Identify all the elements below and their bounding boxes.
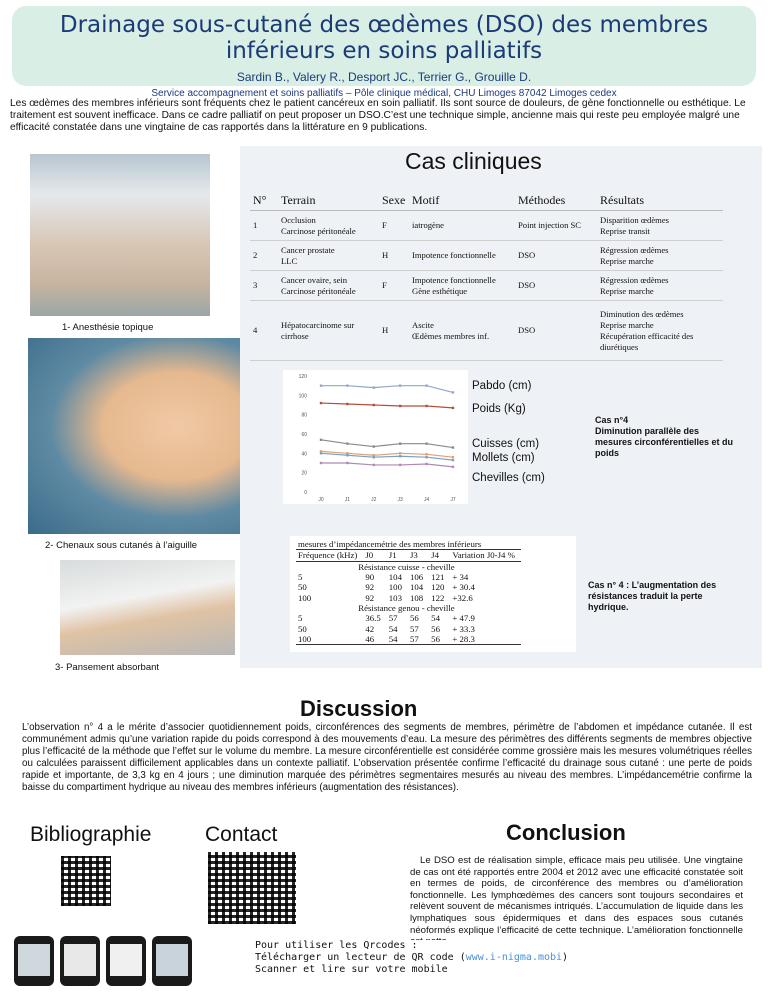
impedance-cell: J3 xyxy=(408,550,429,561)
impedance-cell: 36.5 xyxy=(365,613,381,624)
case-cell-methode xyxy=(515,211,597,241)
impedance-cell: + 34 xyxy=(452,572,469,583)
note-impedance: Cas n° 4 : L’augmentation des résistances traduit la perte hydrique. xyxy=(588,580,717,612)
impedance-cell: 54 xyxy=(388,623,398,634)
impedance-cell: 100 xyxy=(296,634,363,645)
impedance-cell: 56 xyxy=(409,613,419,624)
data-point xyxy=(373,456,375,458)
case-cell-line: Reprise marche xyxy=(600,255,654,266)
introduction-text: Les œdèmes des membres inférieurs sont fréquents chez le patient cancéreux en soin palliatif. Ils sont source de douleurs, de gène fonctionnelle ou esthétique. Le traitement est souvent inefficace. Dans ce cadre palliatif on peut proposer un DSO.C’est une technique simple, ancienne mais qui reste peu employée malgré une efficacité constatée dans une vingtaine de cas rapportés dans la littérature en 9 publications. xyxy=(10,98,746,133)
impedance-cell: 5 xyxy=(298,572,303,583)
data-point xyxy=(399,455,401,457)
contact-title: Contact xyxy=(205,823,278,846)
phone-image xyxy=(14,936,54,986)
case-cell-sexe xyxy=(379,241,409,271)
impedance-cell: 57 xyxy=(409,623,419,634)
case-cell-line: Disparition œdèmes xyxy=(600,214,669,225)
case-row xyxy=(250,241,723,271)
impedance-cell: + 33.3 xyxy=(452,623,475,634)
case-cell-line: Reprise transit xyxy=(600,225,650,236)
impedance-cell: 50 xyxy=(298,582,307,593)
case-cell-line: Régression œdèmes xyxy=(600,274,669,285)
case-cell-motif xyxy=(409,301,515,361)
impedance-cell: 121 xyxy=(431,572,445,583)
case-cell-methode xyxy=(515,241,597,271)
case-cell-line: Œdèmes membres inf. xyxy=(412,330,490,341)
impedance-cell: J4 xyxy=(429,550,450,561)
data-point xyxy=(346,454,348,456)
y-tick-label: 40 xyxy=(301,451,307,458)
impedance-row xyxy=(296,613,521,623)
data-point xyxy=(373,464,375,466)
conclusion-text: Le DSO est de réalisation simple, efficace mais peu utilisée. Une vingtaine de cas ont été rapportés entre 2004 et 2012 avec une efficacité constatée soit en termes de poids, de circonférence des membres ou d’amélioration fonctionnelle. Les lymphœdèmes des cancers sont toujours secondaires et relèvent souvent de mécanismes intriqués. L’accumulation de liquide dans les lymphatiques sous épidermiques et dans des espaces sous cutanés néoformés explique l’efficacité de cette technique. L’amélioration fonctionnelle xyxy=(410,855,743,936)
case-cell-sexe xyxy=(379,271,409,301)
case-cell-line: DSO xyxy=(518,280,536,290)
impedance-cell: 104 xyxy=(409,582,424,593)
impedance-cell: Fréquence (kHz) xyxy=(296,550,363,561)
impedance-header-row xyxy=(296,550,521,561)
case-cell-line: Carcinose péritonéale xyxy=(281,285,356,296)
case-cell-line: Récupération efficacité des xyxy=(600,330,694,341)
y-tick-label: 0 xyxy=(304,490,307,496)
data-point xyxy=(373,404,375,406)
poster-title: Drainage sous-cutané des œdèmes (DSO) des membres inférieurs en soins palliatifs xyxy=(59,12,709,64)
case-cell-line: H xyxy=(382,325,389,335)
photo-dressing xyxy=(60,560,235,655)
data-point xyxy=(425,442,427,444)
data-point xyxy=(320,452,322,454)
case-cell-line: Reprise marche xyxy=(600,285,654,296)
case-cell-line: Ascite xyxy=(412,319,434,330)
qr-code-bibliographie[interactable] xyxy=(61,856,111,906)
case-cell-resultats xyxy=(597,211,723,241)
impedance-cell: 5 xyxy=(298,613,303,624)
data-point xyxy=(373,386,375,388)
case-cell-line: Cancer prostate xyxy=(281,244,335,255)
impedance-table xyxy=(296,539,521,645)
data-point xyxy=(346,384,348,386)
impedance-cell: 50 xyxy=(298,623,307,634)
qr-line2-end: ) xyxy=(562,952,569,963)
impedance-cell: 100 xyxy=(298,592,312,603)
data-point xyxy=(452,456,454,458)
impedance-cell: 46 xyxy=(363,634,386,645)
data-point xyxy=(373,445,375,447)
case-cell-methode xyxy=(515,301,597,361)
data-point xyxy=(346,462,348,464)
case-cell-terrain xyxy=(278,271,379,301)
impedance-cell: 54 xyxy=(387,634,408,645)
case-cell-line: LLC xyxy=(281,255,298,266)
case-cell-motif xyxy=(409,211,515,241)
data-point xyxy=(399,452,401,454)
case-cell-line: Cancer ovaire, sein xyxy=(281,274,348,285)
y-tick-label: 60 xyxy=(301,432,307,438)
case-cell-line: F xyxy=(382,280,387,290)
x-tick-label: J7 xyxy=(450,497,456,503)
label-chevilles: Chevilles (cm) xyxy=(472,472,545,484)
series-line xyxy=(321,386,453,393)
impedance-cell: mesures d’impédancemétrie des membres inférieurs xyxy=(296,539,521,550)
case-cell-sexe xyxy=(379,211,409,241)
qr-code-contact[interactable] xyxy=(208,852,296,924)
case-cell-terrain xyxy=(278,301,379,361)
x-tick-label: J2 xyxy=(371,497,377,503)
impedance-cell: 122 xyxy=(431,592,445,603)
data-point xyxy=(452,446,454,448)
qr-line2-text: Télécharger un lecteur de QR code ( xyxy=(255,952,466,963)
measures-chart xyxy=(283,370,468,504)
impedance-cell: + 30.4 xyxy=(452,582,475,593)
case-cell-n xyxy=(250,271,278,301)
impedance-row xyxy=(296,623,521,633)
impedance-cell: 42 xyxy=(365,623,375,634)
impedance-cell: 57 xyxy=(388,613,398,624)
data-point xyxy=(399,384,401,386)
cases-table xyxy=(250,190,723,361)
case-cell-line: 1 xyxy=(253,220,258,230)
data-point xyxy=(425,463,427,465)
data-point xyxy=(399,442,401,444)
impedance-cell: 92 xyxy=(365,582,375,593)
y-tick-label: 20 xyxy=(301,470,307,477)
impedance-cell: 92 xyxy=(365,592,375,603)
qr-line2 xyxy=(255,952,568,964)
case-cell-line: cirrhose xyxy=(281,330,309,341)
phone-image xyxy=(106,936,146,986)
impedance-cell: +32.6 xyxy=(452,592,473,603)
y-tick-label: 100 xyxy=(298,393,307,400)
case-cell-resultats xyxy=(597,301,723,361)
impedance-cell: 100 xyxy=(388,582,402,593)
data-point xyxy=(425,405,427,407)
label-pabdo: Pabdo (cm) xyxy=(472,380,532,392)
series-line xyxy=(321,403,453,408)
col-methodes: Méthodes xyxy=(515,190,597,211)
x-tick-label: J0 xyxy=(318,497,324,503)
case-cell-line: Régression œdèmes xyxy=(600,244,669,255)
impedance-cell: 54 xyxy=(431,613,440,624)
case-cell-terrain xyxy=(278,211,379,241)
case-cell-n xyxy=(250,301,278,361)
case-cell-motif xyxy=(409,241,515,271)
affiliation: Service accompagnement et soins palliatifs – Pôle clinique médical, CHU Limoges 87042 Limoges cedex xyxy=(151,88,617,99)
discussion-title: Discussion xyxy=(300,696,418,721)
impedance-row xyxy=(296,592,521,602)
x-tick-label: J1 xyxy=(344,497,351,503)
case-cell-methode xyxy=(515,271,597,301)
case-cell-line: Diminution des œdèmes xyxy=(600,308,684,319)
y-tick-label: 80 xyxy=(301,412,307,419)
impedance-cell: 57 xyxy=(408,634,429,645)
case-cell-resultats xyxy=(597,241,723,271)
impedance-cell: 108 xyxy=(409,592,424,603)
col-n: N° xyxy=(250,190,278,211)
impedance-row xyxy=(296,572,521,582)
impedance-cell: 56 xyxy=(429,634,450,645)
label-poids: Poids (Kg) xyxy=(472,403,526,415)
case-cell-line: Occlusion xyxy=(281,214,316,225)
case-cell-line: 3 xyxy=(253,280,258,290)
cases-title: Cas cliniques xyxy=(405,148,542,174)
conclusion-title: Conclusion xyxy=(506,820,626,845)
discussion-text: L’observation n° 4 a le mérite d’associer quotidiennement poids, circonférences des segments de membres, périmètre de l’abdomen et impédance cutanée. Il est communément admis qu’une variation rapide du poids correspond à des mouvements d’eau. La mesure des périmètres des différents segments de membres objective plus l’efficacité de la méthode que l’effet sur le volume du membre. La mesure circonférentielle est considérée comme grossière mais les mesures volumétriques réelles ou calculées paraissent difficilement applicables dans un contexte palliatif. L’observation présentée confirme l’efficacité du drainage sous cutané : une perte de poids rapide et importante, de 3,3 kg en 4 jours ; une diminution marquée des périmètres segmentaires mesurés au niveau des membres. L’impédancemétrie confirme la baisse du compartiment hydrique au niveau des membres inférieurs (augmentation des résistances). xyxy=(22,722,752,793)
qr-line3: Scanner et lire sur votre mobile xyxy=(255,964,448,975)
data-point xyxy=(452,466,454,468)
impedance-cell: 120 xyxy=(431,582,445,593)
data-point xyxy=(320,402,322,404)
impedance-row xyxy=(296,582,521,592)
chart-svg xyxy=(283,370,468,504)
data-point xyxy=(452,391,454,393)
case-cell-n xyxy=(250,241,278,271)
case-cell-line: DSO xyxy=(518,250,536,260)
case-row xyxy=(250,271,723,301)
x-tick-label: J3 xyxy=(397,497,403,503)
data-point xyxy=(320,439,322,441)
cases-header-row xyxy=(250,190,723,211)
impedance-cell: Résistance genou - cheville xyxy=(358,602,455,613)
case-cell-line: 2 xyxy=(253,250,258,260)
impedance-cell: 104 xyxy=(388,572,402,583)
data-point xyxy=(399,464,401,466)
data-point xyxy=(346,403,348,405)
case-cell-line: Hépatocarcinome sur xyxy=(281,319,355,330)
caption-photo3: 3- Pansement absorbant xyxy=(55,662,160,673)
col-terrain: Terrain xyxy=(278,190,379,211)
case-cell-terrain xyxy=(278,241,379,271)
caption-photo2: 2- Chenaux sous cutanés à l’aiguille xyxy=(45,540,198,551)
col-resultats: Résultats xyxy=(597,190,723,211)
i-nigma-link[interactable]: www.i-nigma.mobi xyxy=(465,952,563,963)
label-cuisses: Cuisses (cm) xyxy=(472,438,540,450)
impedance-cell: 56 xyxy=(431,623,440,634)
qr-instructions xyxy=(255,940,568,976)
case-cell-line: DSO xyxy=(518,325,536,335)
case-row xyxy=(250,301,723,361)
case-cell-line: iatrogène xyxy=(412,220,444,230)
caption-photo1: 1- Anesthésie topique xyxy=(62,322,154,333)
authors: Sardin B., Valery R., Desport JC., Terrier G., Grouille D. xyxy=(236,70,532,84)
impedance-cell: Variation J0-J4 % xyxy=(450,550,521,561)
series-line xyxy=(321,440,453,448)
data-point xyxy=(399,405,401,407)
data-point xyxy=(320,462,322,464)
impedance-cell: 103 xyxy=(388,592,402,603)
phone-image xyxy=(152,936,192,986)
case-cell-n xyxy=(250,211,278,241)
qr-line1: Pour utiliser les Qrcodes : xyxy=(255,940,418,951)
data-point xyxy=(425,456,427,458)
case-cell-line: Impotence fonctionnelle xyxy=(412,274,496,285)
impedance-cell: 90 xyxy=(365,572,375,583)
case-cell-line: Gène esthétique xyxy=(412,285,468,296)
case-cell-line: 4 xyxy=(253,325,258,335)
impedance-cell: J0 xyxy=(363,550,386,561)
poster-header xyxy=(12,6,756,99)
impedance-section-row xyxy=(296,603,521,613)
data-point xyxy=(425,453,427,455)
case-cell-line: diurétiques xyxy=(600,341,639,352)
impedance-cell: + 47.9 xyxy=(452,613,475,624)
x-tick-label: J4 xyxy=(423,497,430,503)
photo-legs xyxy=(30,154,210,316)
impedance-cell: Résistance cuisse - cheville xyxy=(358,561,455,572)
phone-image xyxy=(60,936,100,986)
case-cell-line: Impotence fonctionnelle xyxy=(412,250,496,260)
series-line xyxy=(321,463,453,467)
impedance-cell: J1 xyxy=(387,550,408,561)
case-cell-sexe xyxy=(379,301,409,361)
impedance-section-row xyxy=(296,561,521,572)
note-case4: Cas n°4 Diminution parallèle des mesures circonférentielles et du poids xyxy=(595,415,734,458)
bibliographie-title: Bibliographie xyxy=(30,823,152,846)
case-cell-line: Reprise marche xyxy=(600,319,654,330)
label-mollets: Mollets (cm) xyxy=(472,452,535,464)
case-cell-resultats xyxy=(597,271,723,301)
data-point xyxy=(320,384,322,386)
case-row xyxy=(250,211,723,241)
data-point xyxy=(346,442,348,444)
case-cell-line: F xyxy=(382,220,387,230)
data-point xyxy=(452,459,454,461)
case-cell-line: H xyxy=(382,250,389,260)
case-cell-motif xyxy=(409,271,515,301)
impedance-row xyxy=(296,634,521,645)
data-point xyxy=(452,407,454,409)
y-tick-label: 120 xyxy=(298,374,307,380)
impedance-title-row xyxy=(296,539,521,550)
col-motif: Motif xyxy=(409,190,515,211)
case-cell-line: Carcinose péritonéale xyxy=(281,225,356,236)
case-cell-line: Point injection SC xyxy=(518,220,582,230)
data-point xyxy=(425,384,427,386)
impedance-cell: 106 xyxy=(409,572,424,583)
impedance-cell: + 28.3 xyxy=(450,634,521,645)
col-sexe: Sexe xyxy=(379,190,409,211)
